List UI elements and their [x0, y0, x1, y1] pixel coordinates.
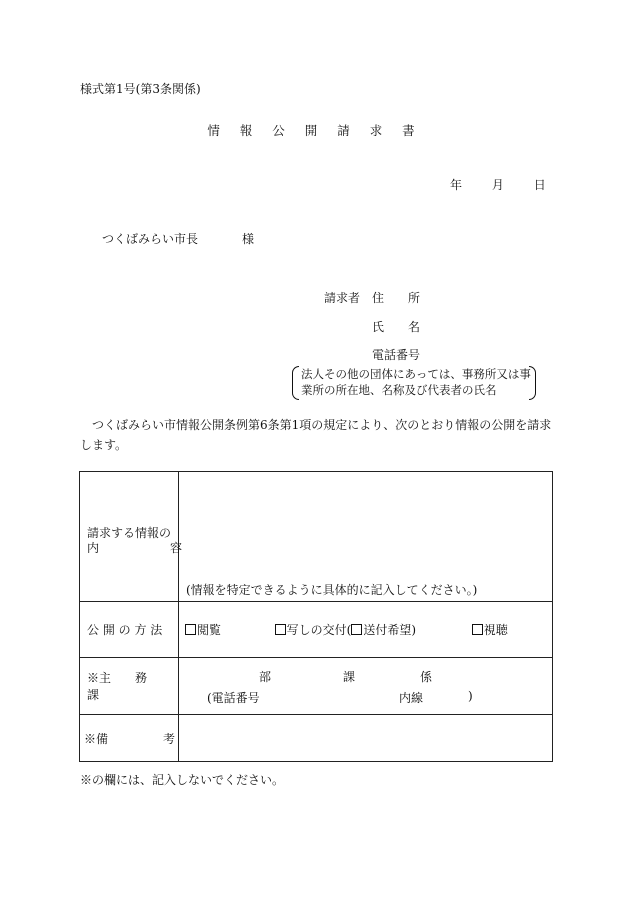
date-row	[450, 176, 546, 193]
request-table	[79, 471, 553, 762]
send-label: 送付希望)	[363, 623, 417, 637]
corporate-note-line2: 業所の所在地、名称及び代表者の氏名	[301, 383, 497, 397]
dept-label: ※主 務 課	[87, 671, 172, 702]
left-bracket	[292, 366, 299, 400]
remarks-field	[179, 715, 553, 762]
requester-name-label: 氏 名	[372, 320, 421, 334]
view-checkbox[interactable]	[185, 624, 196, 635]
addressee	[102, 230, 254, 247]
remarks-label-b: 考	[163, 732, 176, 746]
corporate-note	[292, 366, 536, 400]
intro-text: つくばみらい市情報公開条例第6条第1項の規定により、次のとおり情報の公開を請求します。	[80, 418, 552, 452]
date-year: 年	[450, 178, 463, 192]
date-day: 日	[533, 178, 546, 192]
remarks-label-cell	[80, 715, 179, 762]
addressee-honorific: 様	[242, 232, 255, 246]
info-hint: (情報を特定できるように具体的に記入してください。)	[186, 583, 478, 597]
dept-bu: 部	[259, 670, 272, 684]
date-month: 月	[491, 178, 504, 192]
footnote: ※の欄には、記入しないでください。	[80, 773, 285, 787]
dept-close-paren: )	[468, 689, 473, 703]
form-number: 様式第1号(第3条関係)	[80, 82, 201, 96]
view-label: 閲覧	[197, 623, 222, 637]
requester-address-label: 住 所	[372, 291, 421, 305]
addressee-name: つくばみらい市長	[102, 232, 199, 246]
dept-phone: (電話番号	[207, 691, 260, 705]
info-label-line1: 請求する情報の	[87, 525, 172, 540]
copy-checkbox[interactable]	[275, 624, 286, 635]
right-bracket	[529, 366, 536, 400]
audiovisual-checkbox[interactable]	[472, 624, 483, 635]
info-label-line2-a: 内	[87, 540, 100, 555]
corporate-note-line1: 法人その他の団体にあっては、事務所又は事	[301, 367, 531, 381]
info-label-line2-b: 容	[170, 540, 183, 555]
remarks-label-a: ※備	[84, 732, 109, 746]
method-field	[179, 602, 553, 658]
dept-ext: 内線	[399, 691, 424, 705]
method-label-cell	[80, 602, 179, 658]
dept-field	[179, 658, 553, 715]
send-checkbox[interactable]	[351, 624, 362, 635]
dept-ka: 課	[343, 670, 356, 684]
dept-label-cell	[80, 658, 179, 715]
audiovisual-label: 視聴	[483, 623, 508, 637]
requester-phone-label: 電話番号	[372, 348, 421, 362]
requester-label: 請求者	[324, 291, 361, 305]
dept-kakari: 係	[420, 670, 433, 684]
copy-label: 写しの交付(	[286, 623, 352, 637]
info-content-label-cell	[80, 472, 183, 602]
info-content-field[interactable]	[179, 472, 553, 602]
document-title: 情 報 公 開 請 求 書	[207, 123, 423, 138]
corporate-note-text	[301, 366, 531, 398]
method-label: 公 開 の 方 法	[87, 623, 163, 637]
